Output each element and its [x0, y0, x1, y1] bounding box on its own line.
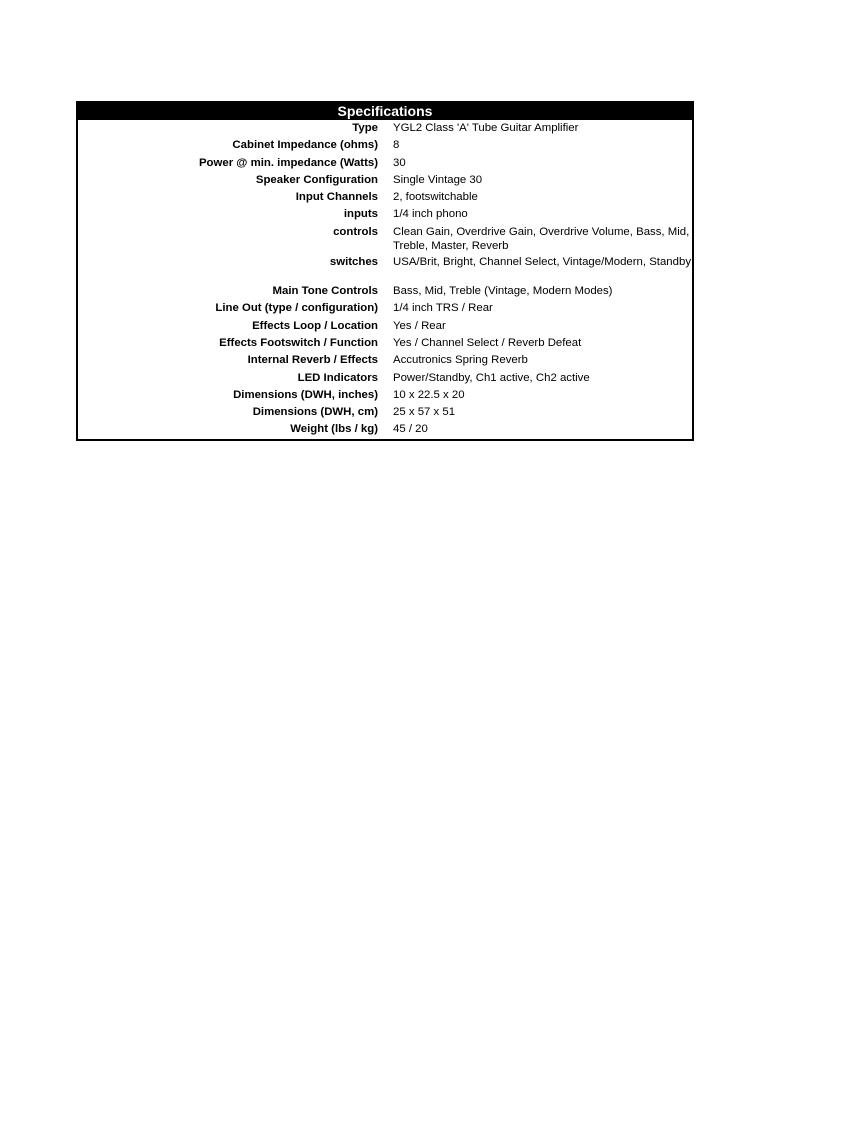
- row-label: Speaker Configuration: [255, 173, 378, 186]
- row-value: 45 / 20: [393, 423, 428, 436]
- table-row: [78, 189, 692, 206]
- row-value: YGL2 Class 'A' Tube Guitar Amplifier: [393, 122, 579, 134]
- row-label: Input Channels: [295, 191, 378, 204]
- row-value: Power/Standby, Ch1 active, Ch2 active: [393, 371, 590, 384]
- row-label: Dimensions (DWH, cm): [252, 406, 378, 419]
- table-row: [78, 172, 692, 189]
- row-value: 10 x 22.5 x 20: [393, 388, 465, 401]
- table-row: [78, 224, 692, 254]
- table-row: [78, 335, 692, 352]
- row-value: 8: [393, 139, 400, 152]
- specifications-table: [76, 101, 694, 441]
- row-value: Yes / Channel Select / Reverb Defeat: [393, 336, 582, 349]
- row-label: switches: [329, 255, 378, 268]
- table-row: [78, 283, 692, 300]
- row-label: Effects Loop / Location: [252, 319, 378, 332]
- row-label: inputs: [343, 208, 378, 221]
- row-value: 1/4 inch phono: [393, 208, 468, 221]
- table-title: Specifications: [78, 103, 692, 120]
- row-value: 25 x 57 x 51: [393, 406, 456, 419]
- table-row: [78, 387, 692, 404]
- table-row: [78, 155, 692, 172]
- row-value: Yes / Rear: [393, 319, 446, 332]
- table-row: [78, 206, 692, 223]
- row-value: 1/4 inch TRS / Rear: [393, 302, 493, 315]
- spec-rows: [78, 120, 692, 439]
- table-row: [78, 137, 692, 154]
- row-label: Dimensions (DWH, inches): [233, 388, 378, 401]
- row-value: 30: [393, 156, 406, 169]
- table-row: [78, 404, 692, 421]
- row-value: Accutronics Spring Reverb: [393, 354, 528, 367]
- table-row: [78, 370, 692, 387]
- row-label: Power @ min. impedance (Watts): [198, 156, 378, 169]
- row-label: Effects Footswitch / Function: [219, 336, 378, 349]
- table-row: [78, 352, 692, 369]
- row-label: Line Out (type / configuration): [215, 302, 378, 315]
- row-label: Cabinet Impedance (ohms): [232, 139, 378, 152]
- table-row: [78, 300, 692, 317]
- row-value: Clean Gain, Overdrive Gain, Overdrive Volume, Bass, Mid, Treble, Master, Reverb: [393, 225, 690, 253]
- table-row: [78, 120, 692, 137]
- row-value: Single Vintage 30: [393, 173, 483, 186]
- table-row: [78, 254, 692, 271]
- row-value: USA/Brit, Bright, Channel Select, Vintage/Modern, Standby: [393, 255, 692, 268]
- row-label: LED Indicators: [297, 371, 378, 384]
- row-label: controls: [333, 225, 378, 238]
- row-label: Type: [352, 122, 378, 134]
- row-label: Main Tone Controls: [272, 285, 378, 298]
- table-row: [78, 318, 692, 335]
- row-value: 2, footswitchable: [393, 191, 478, 204]
- row-value: Bass, Mid, Treble (Vintage, Modern Modes): [393, 285, 613, 298]
- row-label: Weight (lbs / kg): [290, 423, 378, 436]
- row-label: Internal Reverb / Effects: [247, 354, 378, 367]
- table-row: [78, 421, 692, 438]
